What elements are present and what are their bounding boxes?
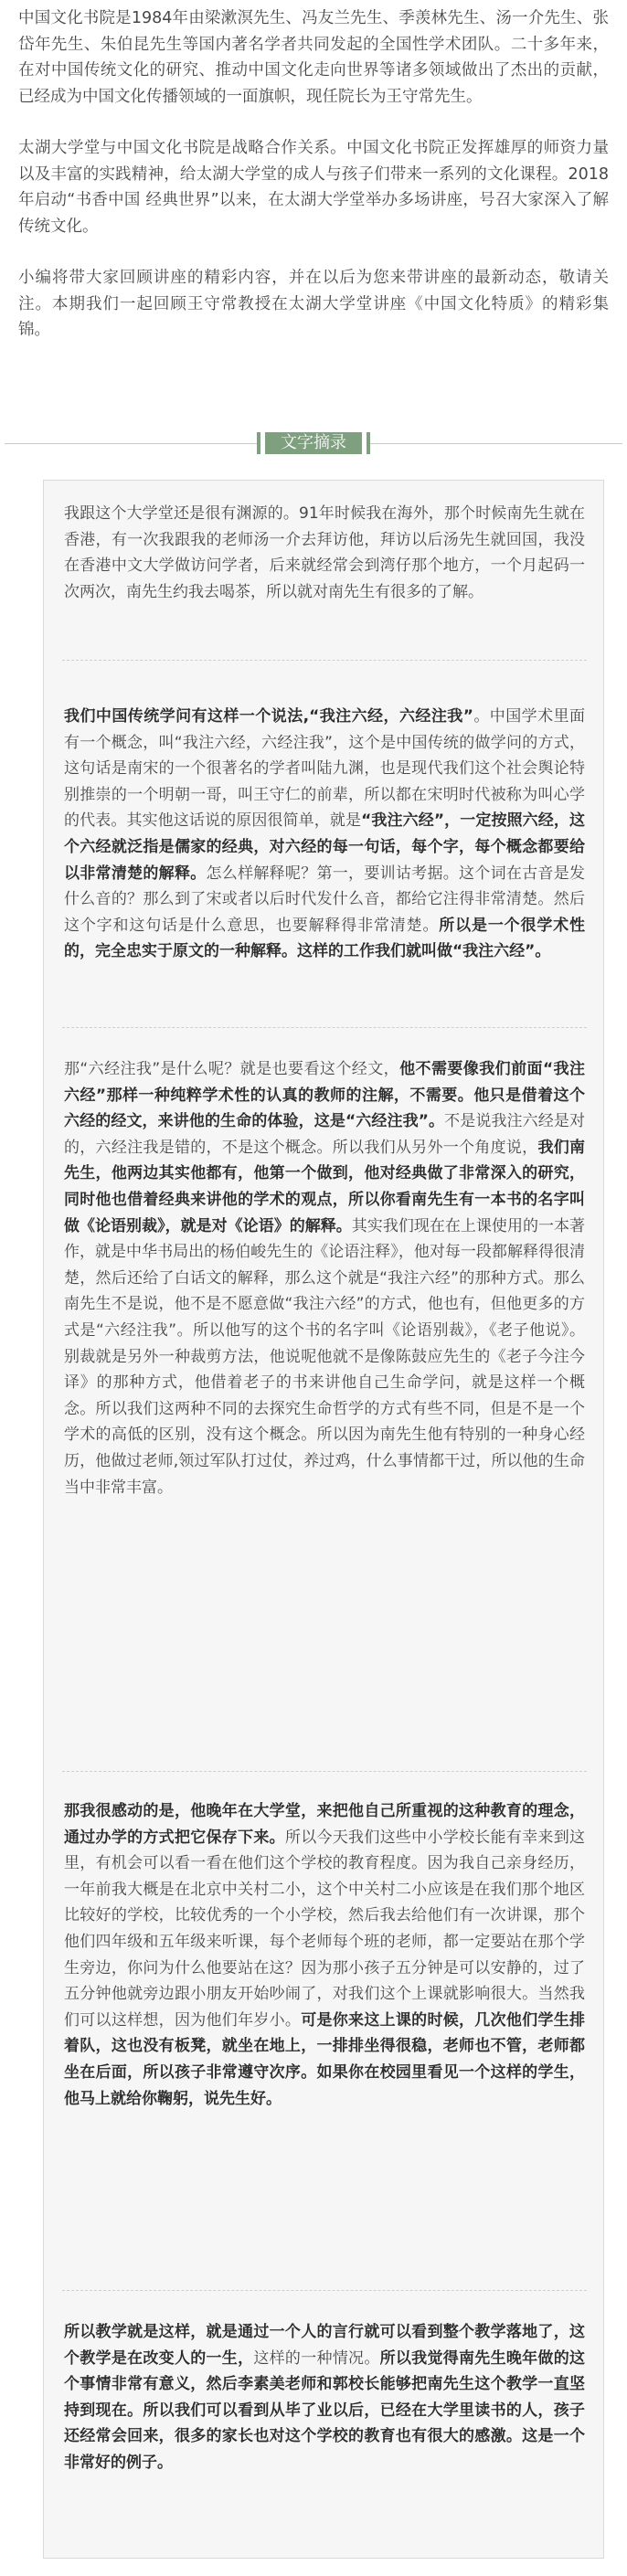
- intro-paragraph-3: 小编将带大家回顾讲座的精彩内容，并在以后为您来带讲座的最新动态，敬请关注。本期我们一起回顾王守常教授在太湖大学堂讲座《中国文化特质》的精彩集锦。: [18, 269, 609, 339]
- body-text: 怎么样解释呢？第一，要训诂考据。这个词在古音是发什么音的？那么到了宋或者以后时代发什么音，都给它注得非常清楚。然后这个字和这句话是什么意思，也要解释得非常清楚。: [64, 864, 585, 935]
- excerpt-paragraph-2: [64, 704, 585, 965]
- body-text: 这样的一种情况。: [253, 2348, 380, 2368]
- excerpt-paragraph-3: [64, 1056, 585, 1500]
- body-text: 。中国学术里面有一个概念，叫“我注六经，六经注我”，这个是中国传统的做学问的方式，这句话是南宋的一个很著名的学者叫陆九渊，也是现代我们这个社会舆论特别推崇的一个明朝一哥，叫王守仁的前辈，所以都在宋明时代被称为叫心学的代表。其实他这话说的原因很简单，就是: [64, 707, 585, 831]
- emphasis-text: 可是你来这上课的时候，几次他们学生排着队，这也没有板凳，就坐在地上，一排排坐得很稳，老师也不管，老师都坐在后面，所以孩子非常遵守次序。如果你在校园里看见一个这样的学生，他马上就给你鞠躬，说先生好。: [64, 2010, 585, 2108]
- emphasis-text: 所以教学就是这样，就是通过一个人的言行就可以看到整个教学落地了，这个教学是在改变人的一生，: [64, 2323, 585, 2368]
- body-text: 其实我们现在在上课使用的一本著作，就是中华书局出的杨伯峻先生的《论语注释》，他对每一段都解释得很清楚，然后还给了白话文的解释，那么这个就是“我注六经”的那种方式。那么南先生不是说，他不是不愿意做“我注六经”的方式，他也有，但他更多的方式是“六经注我”。所以他写的这个书的名字叫《论语别裁》，《老子他说》。别裁就是另外一种裁剪方法，他说呢他就不是像陈鼓应先生的《老子今注今译》的那种方式，他借着老子的书来讲他自己生命学问，就是这样一个概念。所以我们这两种不同的去探究生命哲学的方式有些不同，但是不是一个学术的高低的区别，没有这个概念。所以因为南先生他有特别的一种身心经历，他做过老师,领过军队打过仗，养过鸡，什么事情都干过，所以他的生命当中非常丰富。: [64, 1216, 586, 1497]
- intro-paragraph-1: 中国文化书院是1984年由梁漱溟先生、冯友兰先生、季羡林先生、汤一介先生、张岱年先生、朱伯昆先生等国内著名学者共同发起的全国性学术团队。二十多年来，在对中国传统文化的研究、推动中国文化走向世界等诸多领域做出了杰出的贡献，已经成为中国文化传播领域的一面旗帜，现任院长为王守常先生。: [18, 9, 609, 106]
- intro-section: [18, 0, 609, 344]
- emphasis-text: 他不需要像我们前面“我注六经”那样一种纯粹学术性的认真的教师的注解，不需要。他只是借着这个六经的经文，来讲他的生命的体验，这是“六经注我”。: [64, 1060, 585, 1131]
- emphasis-text: 所以是一个很学术性的，完全忠实于原文的一种解释。这样的工作我们就叫做“我注六经”。: [64, 916, 586, 961]
- body-text: 不是说我注六经是对的，六经注我是错的，不是这个概念。所以我们从另外一个角度说，: [64, 1112, 585, 1157]
- emphasis-text: 我们中国传统学问有这样一个说法,“我注六经，六经注我”: [64, 707, 473, 726]
- emphasis-text: 所以我觉得南先生晚年做的这个事情非常有意义，然后李素美老师和郭校长能够把南先生这个教学一直坚持到现在。所以我们可以看到从毕了业以后，已经在大学里读书的人，孩子还经常会回来，很多的家长也对这个学校的教育也有很大的感激。这是一个非常好的例子。: [64, 2348, 585, 2472]
- emphasis-text: 那我很感动的是，他晚年在大学堂，来把他自己所重视的这种教育的理念，通过办学的方式把它保存下来。: [64, 1802, 585, 1847]
- emphasis-text: “我注六经”，一定按照六经，这个六经就泛指是儒家的经典，对六经的每一句话，每个字，每个概念都要给以非常清楚的解释。: [64, 811, 585, 883]
- excerpt-card: [43, 480, 604, 2559]
- excerpt-paragraph-1: [64, 501, 585, 605]
- body-text: 那“六经注我”是什么呢？就是也要看这个经文，: [64, 1060, 400, 1078]
- section-label: 文字摘录: [265, 432, 362, 454]
- excerpt-paragraph-4: [64, 1798, 585, 2112]
- body-text: 我跟这个大学堂还是很有渊源的。91年时候我在海外，那个时候南先生就在香港，有一次我跟我的老师汤一介去拜访他，拜访以后汤先生就回国，我没在香港中文大学做访问学者，后来就经常会到湾仔那个地方，一个月起码一次两次，南先生约我去喝茶，所以就对南先生有很多的了解。: [64, 504, 585, 601]
- emphasis-text: 我们南先生，他两边其实他都有，他第一个做到，他对经典做了非常深入的研究，同时他也借着经典来讲他的学术的观点，所以你看南先生有一本书的名字叫做《论语别裁》，就是对《论语》的解释。: [64, 1138, 585, 1235]
- paragraph-separator: [62, 660, 587, 661]
- body-text: 所以今天我们这些中小学校长能有幸来到这里，有机会可以看一看在他们这个学校的教育程度。因为我自己亲身经历，一年前我大概是在北京中关村二小，这个中关村二小应该是在我们那个地区比较好的学校，比较优秀的一个小学校，然后我去给他们有一次讲课，那个他们四年级和五年级来听课，每个老师每个班的老师，都一定要站在那个学生旁边，你问为什么他要站在这？因为那小孩子五分钟是可以安静的，过了五分钟他就旁边跟小朋友开始吵闹了，对我们这个上课就影响很大。当然我们可以这样想，因为他们年岁小。: [64, 1828, 585, 2030]
- excerpt-paragraph-5: [64, 2319, 585, 2476]
- paragraph-separator: [62, 2290, 587, 2291]
- intro-paragraph-2: 太湖大学堂与中国文化书院是战略合作关系。中国文化书院正发挥雄厚的师资力量以及丰富的实践精神，给太湖大学堂的成人与孩子们带来一系列的文化课程。2018年启动“书香中国 经典世界”以来，在太湖大学堂举办多场讲座，号召大家深入了解传统文化。: [18, 139, 609, 236]
- paragraph-separator: [62, 1771, 587, 1772]
- paragraph-separator: [62, 1027, 587, 1028]
